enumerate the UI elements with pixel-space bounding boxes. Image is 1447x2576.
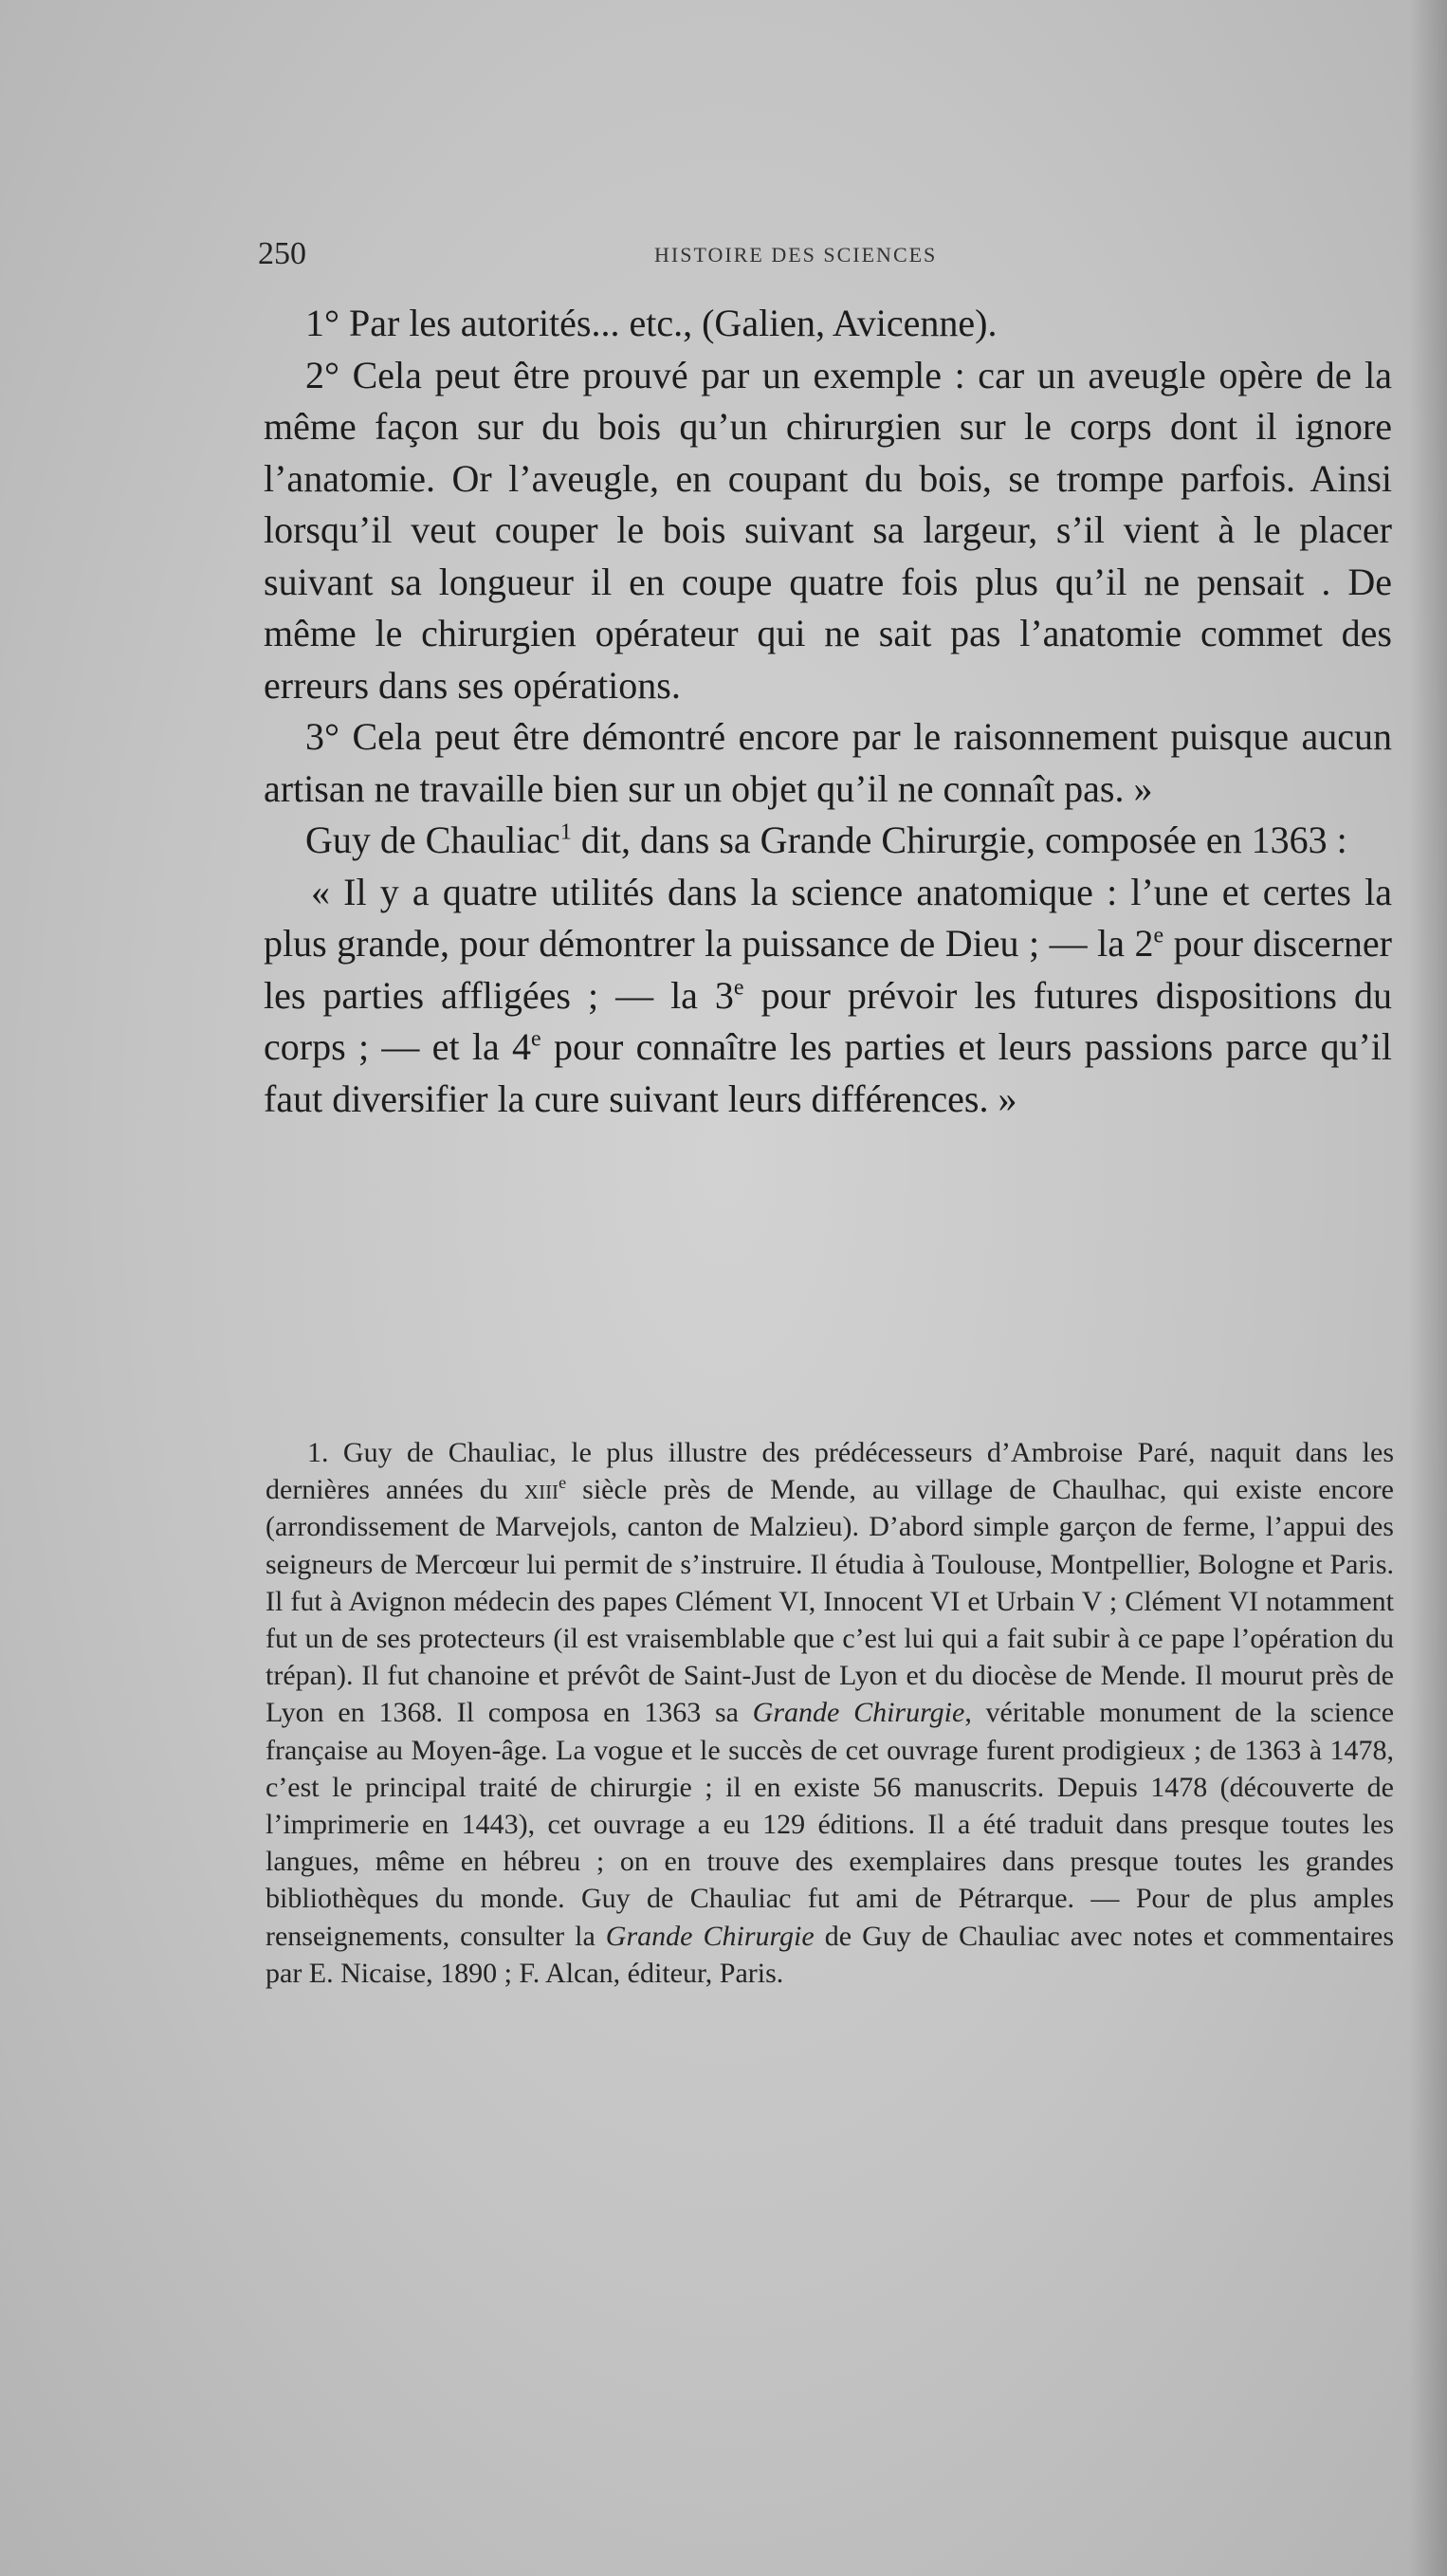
ordinal-suffix: e [559, 1473, 567, 1493]
page-number: 250 [258, 236, 306, 271]
paragraph-1: 1° Par les autorités... etc., (Galien, Avicenne). [305, 302, 998, 344]
quotation-part-1: « Il y a quatre utilités dans la science anatomique : l’une et certes la plus grande, pour démontrer la puissance de Dieu ; — la 2 [264, 870, 1392, 965]
paragraph-4-text: dit, dans sa Grande Chirurgie, composée en 1363 : [571, 819, 1347, 861]
footnote [266, 1434, 1394, 1992]
paragraph-2: 2° Cela peut être prouvé par un exemple : car un aveugle opère de la même façon sur du bois qu’un chirurgien sur le corps dont il ignore l’anatomie. Or l’aveugle, en coupant du bois, se trompe parfois. Ainsi lorsqu’il veut couper le bois suivant sa largeur, s’il vient à le placer suivant sa longueur il en coupe quatre fois plus qu’il ne pensait . De même le chirurgien opérateur qui ne sait pas l’anatomie commet des erreurs dans ses opérations. [264, 353, 1392, 707]
ordinal-suffix: e [1153, 923, 1164, 948]
running-title: HISTOIRE DES SCIENCES [654, 243, 938, 267]
page-header [258, 233, 1206, 275]
footnote-part-2: siècle près de Mende, au village de Chaulhac, qui existe encore (arrondissement de Marvejols, canton de Malzieu). D’abord simple garçon de ferme, l’appui des seigneurs de Mercœur lui permit de s’instruire. Il étudia à Toulouse, Montpellier, Bologne et Paris. Il fut à Avignon médecin des papes Clément VI, Innocent VI et Urbain V ; Clément VI notamment fut un de ses protecteurs (il est vraisemblable que c’est lui qui a fait subir à ce pape l’opération du trépan). Il fut chanoine et prévôt de Saint-Just de Lyon et du diocèse de Mende. Il mourut près de Lyon en 1368. Il composa en 1363 sa [266, 1474, 1394, 1729]
footnote-part-4: de Guy de Chauliac avec notes et commentaires par E. Nicaise, 1890 ; F. Alcan, éditeur, Paris. [266, 1920, 1394, 1989]
footnote-part-1: 1. Guy de Chauliac, le plus illustre des prédécesseurs d’Ambroise Paré, naquit dans les dernières années du [266, 1437, 1394, 1506]
ordinal-suffix: e [531, 1026, 541, 1052]
quotation-part-3: pour prévoir les futures dispositions du corps ; — et la 4 [264, 973, 1392, 1068]
paragraph-4 [264, 815, 1392, 867]
ordinal-suffix: e [733, 975, 744, 1001]
footnote-part-3: , véritable monument de la science française au Moyen-âge. La vogue et le succès de cet ouvrage furent prodigieux ; de 1363 à 1478, c’est le principal traité de chirurgie ; il en existe 56 manuscrits. Depuis 1478 (découverte de l’imprimerie en 1443), cet ouvrage a eu 129 éditions. Il a été traduit dans presque toutes les langues, même en hébreu ; on en trouve des exemplaires dans presque toutes les grandes bibliothèques du monde. Guy de Chauliac fut ami de Pétrarque. — Pour de plus amples renseignements, consulter la [266, 1697, 1395, 1952]
book-title: Grande Chirurgie [605, 1920, 815, 1952]
page-edge-shadow [1409, 0, 1447, 2576]
book-title: Grande Chirurgie [752, 1697, 965, 1729]
main-text [264, 298, 1392, 1125]
quotation [264, 867, 1392, 1126]
footnote-text [266, 1434, 1394, 1992]
quotation-part-2: pour discerner les parties affligées ; — la 3 [264, 922, 1392, 1017]
paragraph-3: 3° Cela peut être démontré encore par le raisonnement puisque aucun artisan ne travaille bien sur un objet qu’il ne connaît pas. » [264, 715, 1392, 810]
quotation-part-4: pour connaître les parties et leurs passions parce qu’il faut diversifier la cure suivant leurs différences. » [264, 1025, 1392, 1120]
century-numeral: xiii [523, 1474, 559, 1506]
author-name: Guy de Chauliac [305, 819, 560, 861]
footnote-reference: 1 [559, 819, 572, 845]
